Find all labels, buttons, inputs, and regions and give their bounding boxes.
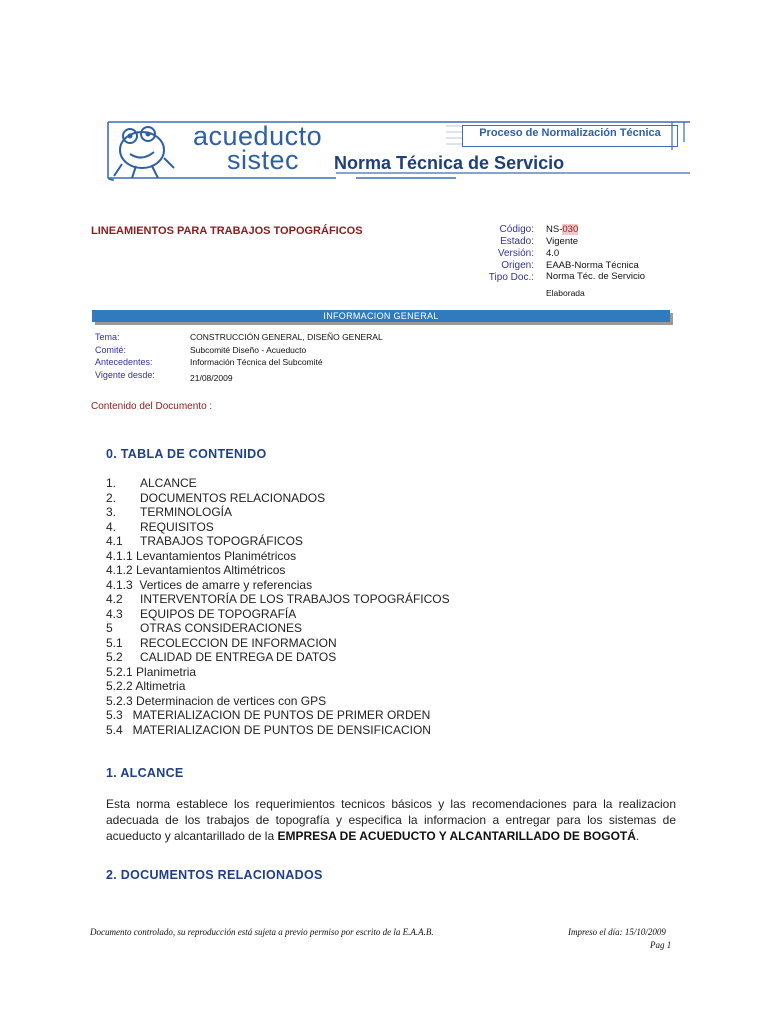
- toc-item: 2. DOCUMENTOS RELACIONADOS: [106, 490, 326, 505]
- footer-disclaimer: Documento controlado, su reproducción está sujeta a previo permiso por escrito de la E.A.A.B.: [90, 927, 434, 937]
- meta-value-tipo-doc: Norma Téc. de Servicio: [546, 271, 646, 282]
- meta-label-codigo: Código:: [499, 224, 534, 235]
- info-value-tema: CONSTRUCCIÓN GENERAL, DISEÑO GENERAL: [190, 332, 383, 342]
- toc-item: 4.3 EQUIPOS DE TOPOGRAFÍA: [106, 606, 297, 621]
- meta-value-estado: Vigente: [546, 236, 579, 247]
- meta-label-origen: Origen:: [501, 260, 534, 271]
- status-extra: Elaborada: [546, 288, 585, 298]
- alcance-paragraph: Esta norma establece los requerimientos tecnicos básicos y las recomendaciones para la realizacion adecuada de los trabajos de topografía y especifica la informacion a entregar para los sistemas de acueducto y alcantarillado de la EMPRESA DE ACUEDUCTO Y ALCANTARILLADO DE BOGOTÁ.: [106, 797, 676, 843]
- toc-item: 4.1.2 Levantamientos Altimétricos: [106, 563, 286, 577]
- meta-value-origen: EAAB-Norma Técnica: [546, 260, 639, 271]
- toc-item: 5.2.1 Planimetria: [106, 664, 197, 679]
- norma-title: Norma Técnica de Servicio: [334, 153, 565, 173]
- documentos-heading: 2. DOCUMENTOS RELACIONADOS: [106, 868, 323, 882]
- toc-item: 4.2 INTERVENTORÍA DE LOS TRABAJOS TOPOGRÁFICOS: [106, 592, 450, 606]
- toc-item: 5.3 MATERIALIZACION DE PUNTOS DE PRIMER ORDEN: [106, 708, 431, 722]
- logo-text-top: acueducto: [193, 121, 323, 151]
- meta-label-tipo-doc: Tipo Doc.:: [488, 272, 534, 283]
- info-label-antecedentes: Antecedentes:: [95, 357, 153, 367]
- info-label-tema: Tema:: [95, 332, 120, 342]
- logo-text-bottom: sistec: [227, 145, 300, 175]
- info-value-comite: Subcomité Diseño - Acueducto: [190, 345, 307, 355]
- info-general-bar-label: INFORMACION GENERAL: [323, 311, 439, 321]
- info-label-comite: Comité:: [95, 345, 127, 355]
- toc-item: 5.2.3 Determinacion de vertices con GPS: [106, 693, 327, 708]
- toc-item: 4. REQUISITOS: [106, 519, 214, 534]
- meta-value-version: 4.0: [546, 248, 560, 259]
- toc-item: 5.2.2 Altimetria: [106, 679, 186, 693]
- contenido-label: Contenido del Documento :: [91, 401, 213, 412]
- info-label-vigente-desde: Vigente desde:: [95, 370, 155, 380]
- meta-label-version: Versión:: [497, 248, 534, 259]
- toc-item: 5.2 CALIDAD DE ENTREGA DE DATOS: [106, 650, 337, 664]
- footer-page-number: Pag 1: [650, 940, 672, 950]
- footer-printed-date: Impreso el día: 15/10/2009: [568, 927, 666, 937]
- toc-item: 4.1.1 Levantamientos Planimétricos: [106, 548, 297, 563]
- toc-item: 3. TERMINOLOGÍA: [106, 505, 233, 519]
- toc-item: 5.4 MATERIALIZACION DE PUNTOS DE DENSIFICACION: [106, 722, 431, 737]
- alcance-heading: 1. ALCANCE: [106, 766, 184, 780]
- toc-item: 1. ALCANCE: [106, 476, 197, 490]
- info-value-antecedentes: Información Técnica del Subcomité: [190, 357, 323, 367]
- process-title: Proceso de Normalización Técnica: [479, 127, 661, 139]
- toc-item: 4.1 TRABAJOS TOPOGRÁFICOS: [106, 534, 303, 548]
- toc-item: 4.1.3 Vertices de amarre y referencias: [106, 577, 313, 592]
- toc-item: 5 OTRAS CONSIDERACIONES: [106, 621, 303, 635]
- toc-list: [106, 476, 450, 737]
- toc-heading: 0. TABLA DE CONTENIDO: [106, 447, 267, 461]
- document-title: LINEAMIENTOS PARA TRABAJOS TOPOGRÁFICOS: [91, 225, 363, 237]
- frog-logo-icon: [108, 122, 178, 180]
- meta-label-estado: Estado:: [500, 236, 534, 247]
- info-value-vigente-desde: 21/08/2009: [190, 373, 233, 383]
- toc-item: 5.1 RECOLECCION DE INFORMACION: [106, 635, 337, 650]
- meta-value-codigo: NS-030: [546, 224, 579, 235]
